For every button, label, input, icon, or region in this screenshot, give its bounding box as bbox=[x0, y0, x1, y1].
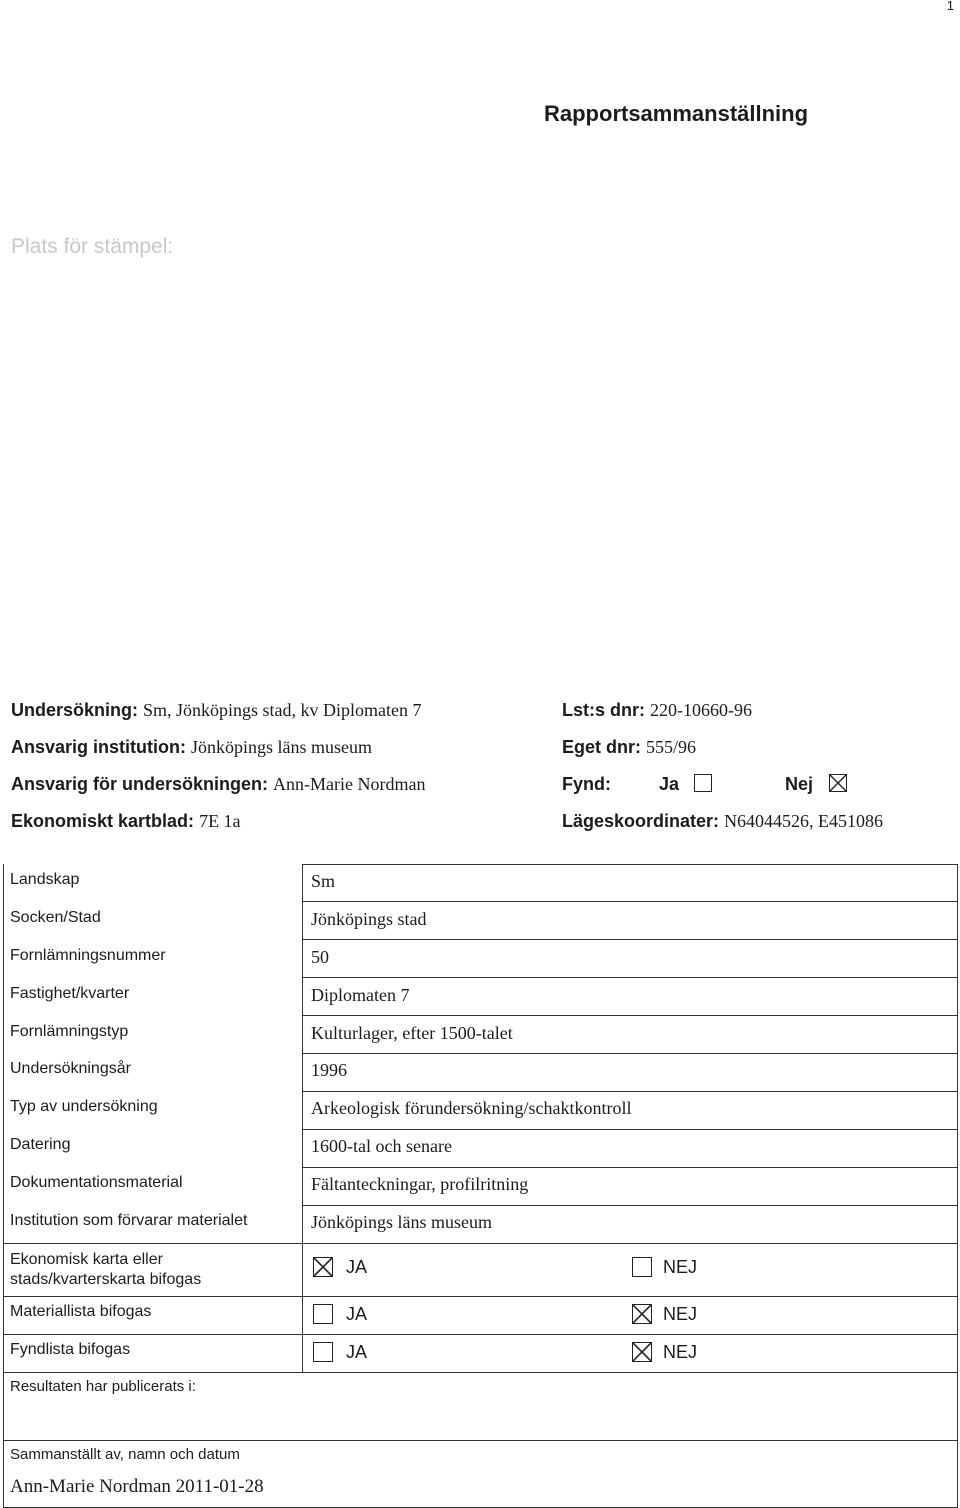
fyndlista-ja-checkbox[interactable] bbox=[313, 1342, 333, 1362]
header-value: 555/96 bbox=[646, 737, 697, 757]
header-value: 7E 1a bbox=[199, 811, 241, 831]
header-ansvarig-for-undersokningen bbox=[11, 773, 426, 795]
header-value: Sm, Jönköpings stad, kv Diplomaten 7 bbox=[143, 700, 422, 720]
compiled-label: Sammanställt av, namn och datum bbox=[10, 1446, 240, 1463]
row-label: Institution som förvarar materialet bbox=[10, 1212, 248, 1229]
row-value: 1996 bbox=[311, 1060, 347, 1080]
header-eget-dnr bbox=[562, 736, 696, 758]
ja-label: JA bbox=[346, 1257, 368, 1277]
row-label: Typ av undersökning bbox=[10, 1098, 158, 1115]
header-ekonomiskt-kartblad bbox=[11, 810, 241, 832]
checkmark-x-icon bbox=[314, 1258, 332, 1276]
header-value: Ann-Marie Nordman bbox=[273, 774, 426, 794]
check-row-label-line: Ekonomisk karta eller bbox=[10, 1251, 163, 1268]
published-label: Resultaten har publicerats i: bbox=[10, 1378, 196, 1395]
header-undersokning bbox=[11, 699, 422, 721]
header-label: Lägeskoordinater: bbox=[562, 811, 720, 831]
header-fynd-label: Fynd: bbox=[562, 774, 611, 794]
check-row-label: Fyndlista bifogas bbox=[10, 1341, 131, 1358]
row-value: Fältanteckningar, profilritning bbox=[311, 1174, 529, 1194]
row-value: 50 bbox=[311, 947, 329, 967]
nej-label: NEJ bbox=[663, 1257, 698, 1277]
row-value: Arkeologisk förundersökning/schaktkontroll bbox=[311, 1098, 632, 1118]
stamp-placeholder: Plats för stämpel: bbox=[11, 235, 174, 258]
page-number: 1 bbox=[946, 0, 954, 13]
header-label: Ansvarig institution: bbox=[11, 737, 186, 757]
fynd-ja-checkbox[interactable] bbox=[694, 774, 712, 792]
row-value: Diplomaten 7 bbox=[311, 985, 410, 1005]
compiled-value: Ann-Marie Nordman 2011-01-28 bbox=[10, 1476, 264, 1497]
row-label: Socken/Stad bbox=[10, 909, 101, 926]
nej-label: NEJ bbox=[663, 1304, 698, 1324]
row-label: Landskap bbox=[10, 871, 80, 888]
row-label: Fastighet/kvarter bbox=[10, 985, 130, 1002]
check-row-label-line: stads/kvarterskarta bifogas bbox=[10, 1271, 202, 1288]
row-value: Jönköpings läns museum bbox=[311, 1212, 493, 1232]
header-label: Ansvarig för undersökningen: bbox=[11, 774, 269, 794]
karta-nej-checkbox[interactable] bbox=[632, 1257, 652, 1277]
report-title: Rapportsammanställning bbox=[544, 101, 809, 126]
header-ansvarig-institution bbox=[11, 736, 372, 758]
fyndlista-nej-checkbox[interactable] bbox=[632, 1342, 652, 1362]
nej-label: NEJ bbox=[663, 1342, 698, 1362]
fynd-ja-label: Ja bbox=[659, 774, 680, 794]
check-row-label: Materiallista bifogas bbox=[10, 1303, 152, 1320]
row-label: Undersökningsår bbox=[10, 1060, 131, 1077]
row-value: Jönköpings stad bbox=[311, 909, 427, 929]
header-value: 220-10660-96 bbox=[650, 700, 753, 720]
header-label: Ekonomiskt kartblad: bbox=[11, 811, 195, 831]
row-value: Kulturlager, efter 1500-talet bbox=[311, 1023, 513, 1043]
row-label: Dokumentationsmaterial bbox=[10, 1174, 183, 1191]
header-label: Undersökning: bbox=[11, 700, 139, 720]
header-lst-dnr bbox=[562, 699, 752, 721]
fynd-nej-label: Nej bbox=[785, 774, 814, 794]
header-label: Eget dnr: bbox=[562, 737, 641, 757]
ja-label: JA bbox=[346, 1342, 368, 1362]
materiallista-ja-checkbox[interactable] bbox=[313, 1304, 333, 1324]
check-row-label bbox=[10, 1250, 201, 1290]
row-value: Sm bbox=[311, 871, 336, 891]
materiallista-nej-checkbox[interactable] bbox=[632, 1304, 652, 1324]
header-lageskoordinater bbox=[562, 810, 883, 832]
row-value: 1600-tal och senare bbox=[311, 1136, 452, 1156]
header-value: N64044526, E451086 bbox=[724, 811, 884, 831]
checkmark-x-icon bbox=[830, 775, 846, 791]
row-label: Fornlämningsnummer bbox=[10, 947, 166, 964]
row-label: Fornlämningstyp bbox=[10, 1023, 129, 1040]
karta-ja-checkbox[interactable] bbox=[313, 1257, 333, 1277]
ja-label: JA bbox=[346, 1304, 368, 1324]
checkmark-x-icon bbox=[633, 1343, 651, 1361]
checkmark-x-icon bbox=[633, 1305, 651, 1323]
header-label: Lst:s dnr: bbox=[562, 700, 645, 720]
header-value: Jönköpings läns museum bbox=[191, 737, 373, 757]
row-label: Datering bbox=[10, 1136, 71, 1153]
fynd-nej-checkbox[interactable] bbox=[829, 774, 847, 792]
